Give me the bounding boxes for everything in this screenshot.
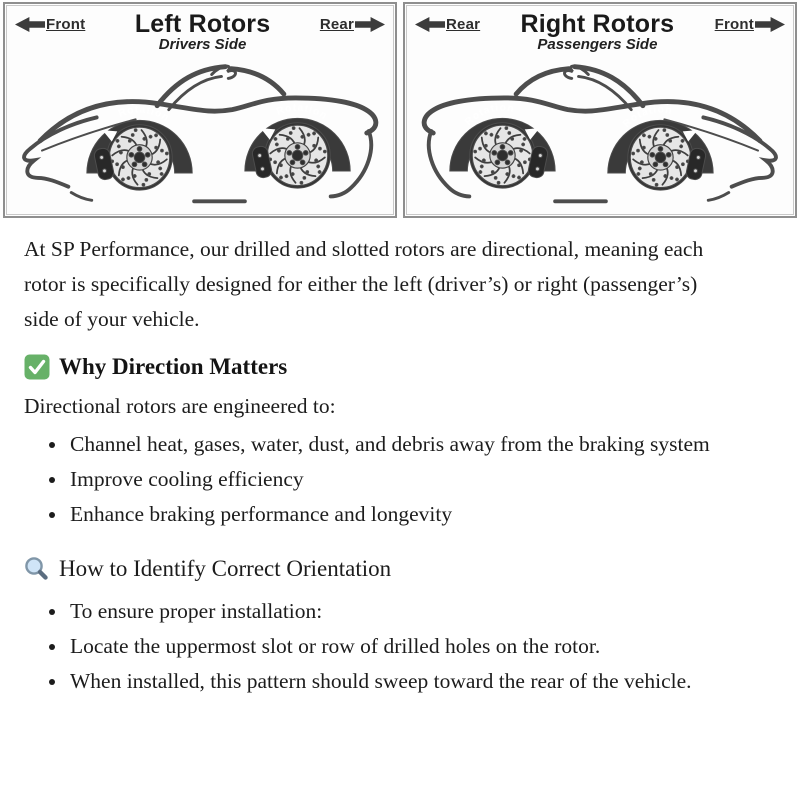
car-illustration-right: [406, 55, 794, 213]
rotation-label: Rotation: [621, 104, 674, 130]
rotation-label: Rotation: [117, 104, 172, 125]
check-mark-icon: [24, 354, 50, 380]
panel-header-right: [405, 4, 795, 53]
arrow-right-icon: [755, 17, 785, 32]
list-item: • Improve cooling efficiency: [68, 462, 744, 497]
front-direction: [15, 16, 85, 33]
article-body: [0, 232, 800, 699]
lead-text: Directional rotors are engineered to:: [24, 394, 336, 418]
list-item: • Channel heat, gases, water, dust, and debris away from the braking system: [68, 427, 744, 462]
installation-list: [24, 594, 744, 699]
rotor-direction-diagram: [0, 0, 800, 218]
rotors-panel-right: [403, 2, 797, 218]
arrow-right-icon: [355, 17, 385, 32]
rear-direction: [320, 16, 385, 33]
rear-direction: [415, 16, 480, 33]
direction-label: Front: [714, 16, 754, 33]
rotation-label: Rotation: [275, 102, 330, 123]
front-direction: [715, 16, 785, 33]
benefits-list: [24, 427, 744, 532]
panel-title: Left Rotors: [134, 10, 271, 38]
list-item: • Enhance braking performance and longevity: [68, 497, 744, 532]
section-heading-text: Why Direction Matters: [59, 354, 288, 379]
list-item: • To ensure proper installation:: [68, 594, 744, 629]
panel-header-left: [5, 4, 395, 53]
arrow-left-icon: [415, 17, 445, 32]
list-item: • Locate the uppermost slot or row of drilled holes on the rotor.: [68, 629, 744, 664]
panel-title: Right Rotors: [520, 10, 675, 38]
magnifying-glass-icon: [24, 556, 50, 582]
panel-subtitle: Drivers Side: [158, 36, 247, 54]
direction-label: Front: [46, 16, 86, 33]
rotors-panel-left: [3, 2, 397, 218]
section-heading-text: How to Identify Correct Orientation: [59, 556, 392, 581]
arrow-left-icon: [15, 17, 45, 32]
panel-subtitle: Passengers Side: [537, 36, 658, 54]
rotation-label: Rotation: [463, 102, 516, 128]
panel-title-block: [521, 11, 675, 53]
car-illustration-left: [6, 55, 394, 213]
direction-label: Rear: [446, 16, 481, 33]
section-heading-why-direction-matters: [24, 354, 760, 380]
direction-label: Rear: [319, 16, 354, 33]
panel-title-block: [135, 11, 271, 53]
section-heading-identify-orientation: [24, 556, 760, 582]
list-item: • When installed, this pattern should sweep toward the rear of the vehicle.: [68, 664, 744, 699]
intro-paragraph: At SP Performance, our drilled and slotted rotors are directional, meaning each rotor is specifically designed for either the left (driver’s) or right (passenger’s) side of your vehicle.: [24, 237, 704, 331]
